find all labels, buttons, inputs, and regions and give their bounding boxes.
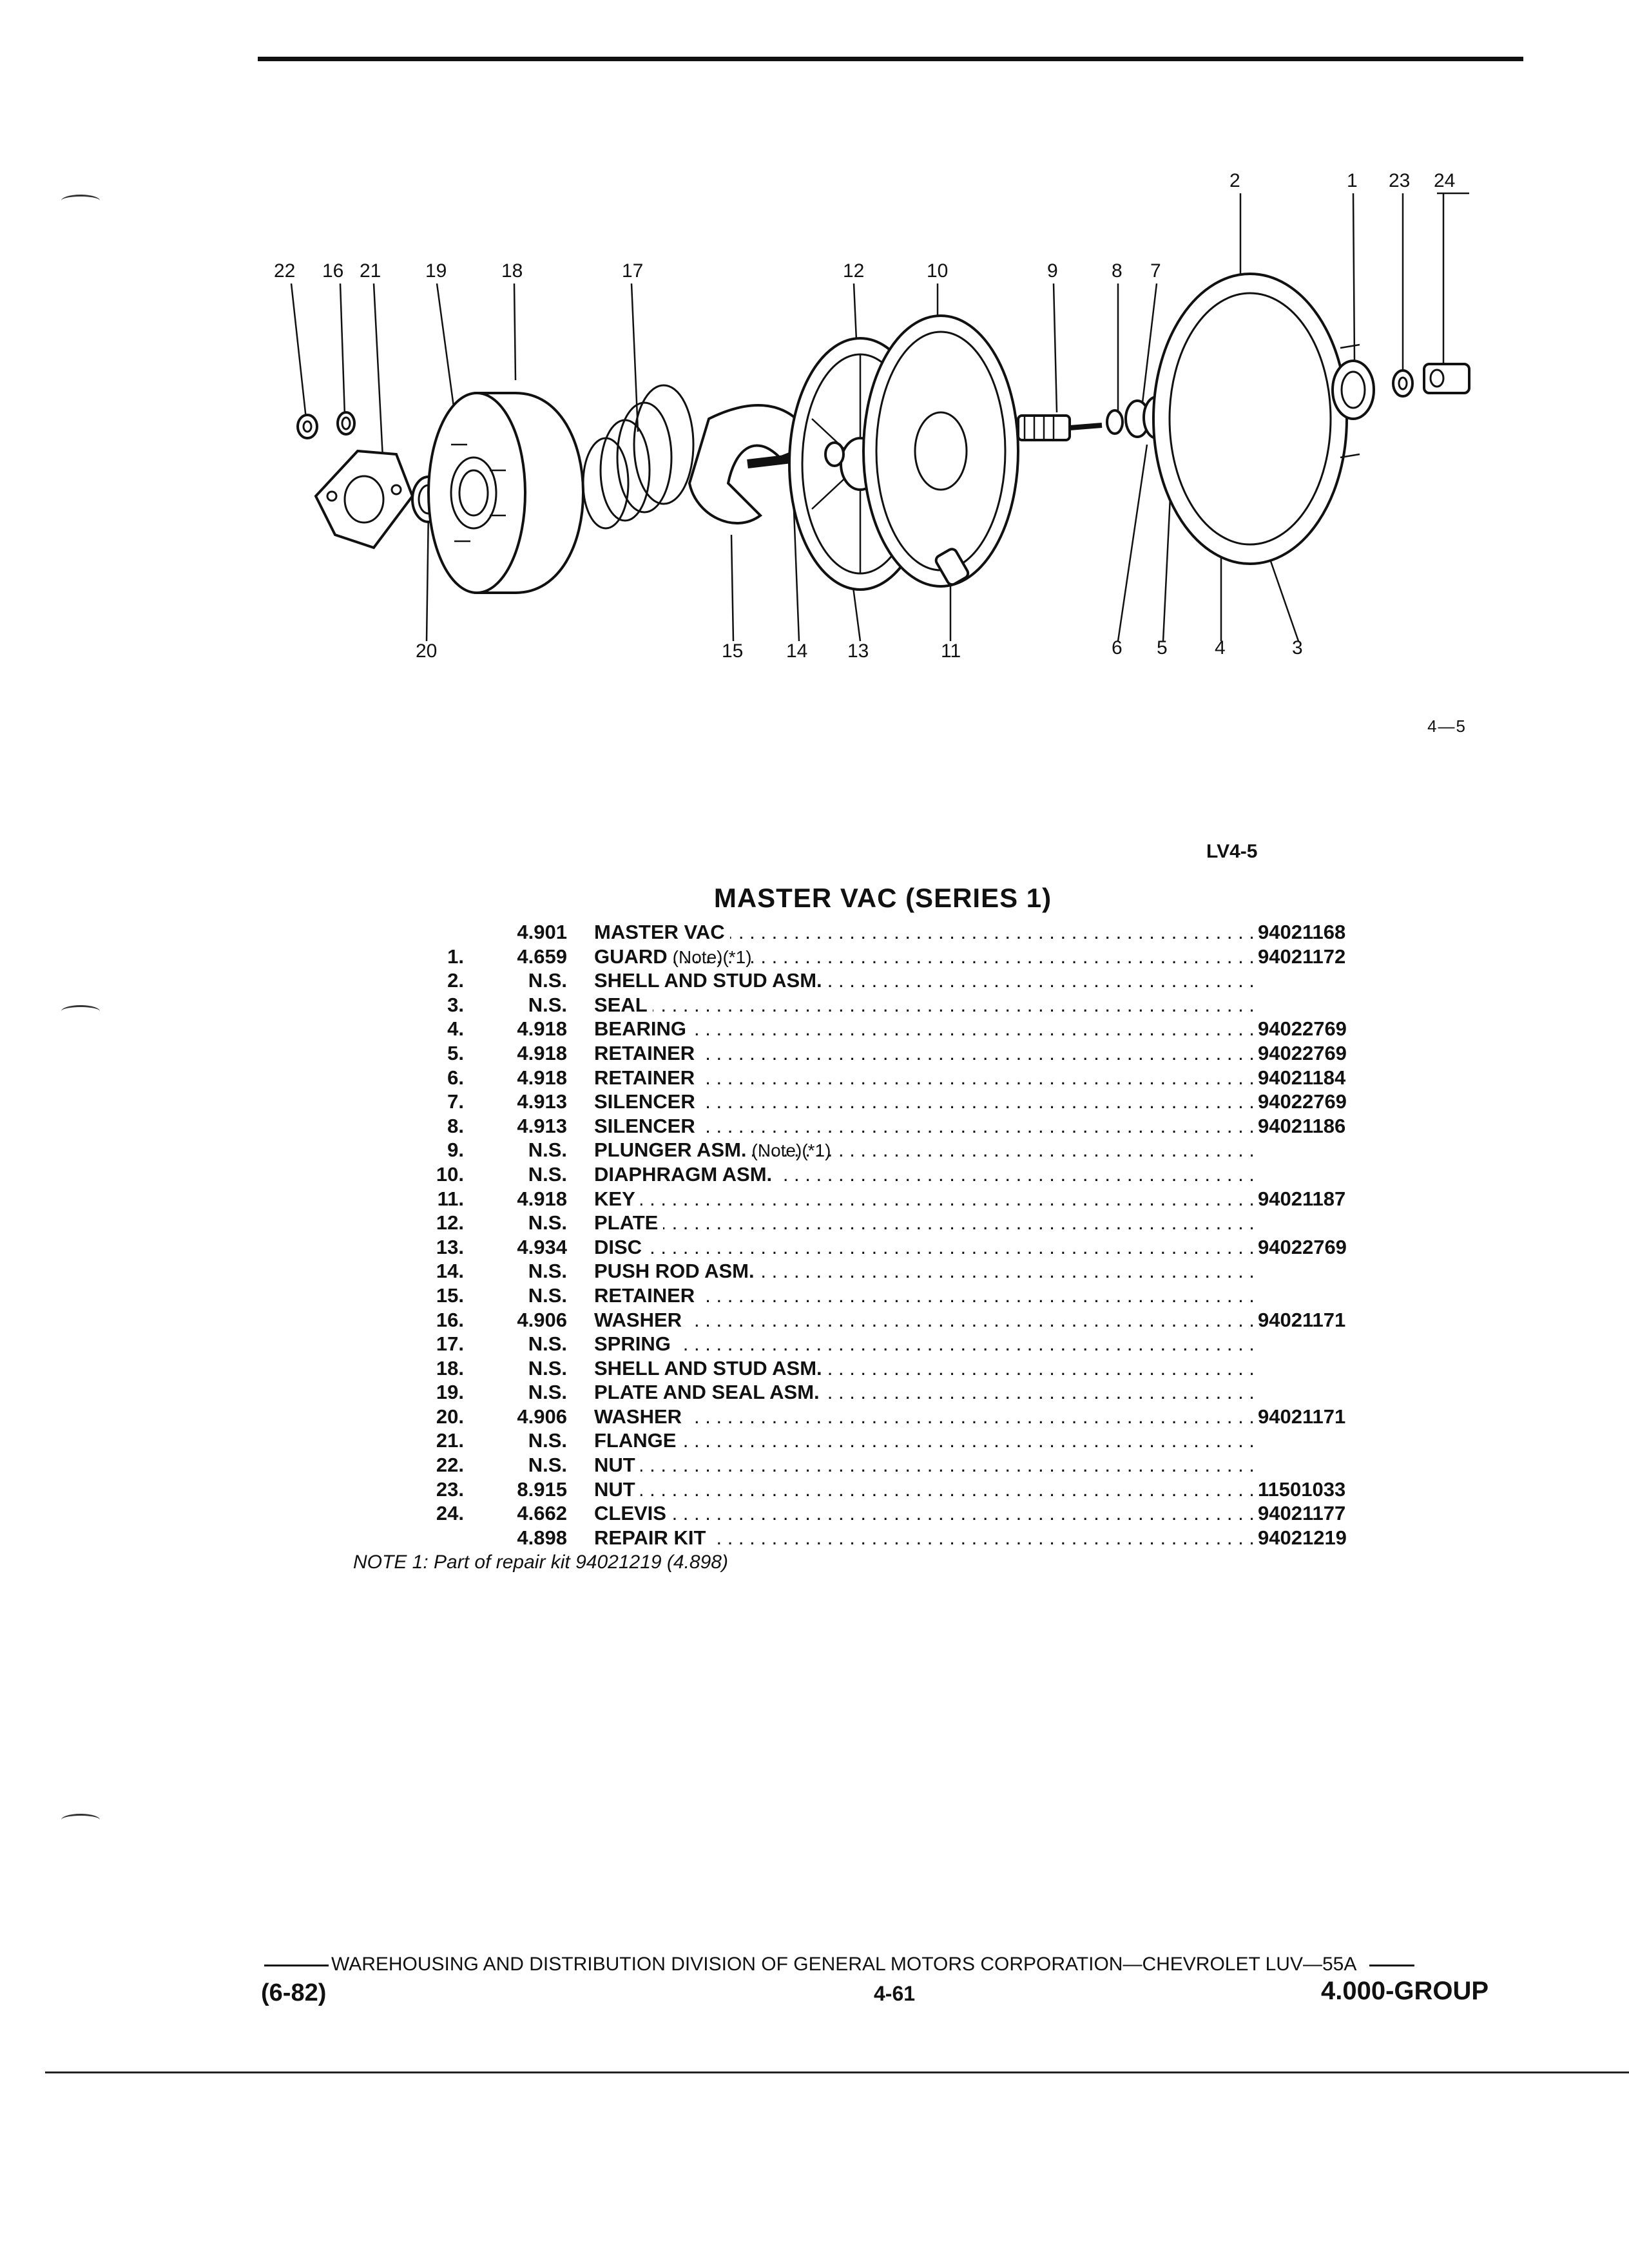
part-number: 94021186 [1258,1114,1346,1137]
footer-publisher-line [264,1954,1414,1975]
part-number: 94021168 [1258,921,1346,943]
footer-publisher-text: WAREHOUSING AND DISTRIBUTION DIVISION OF GENERAL MOTORS CORPORATION—CHEVROLET LUV—55A [331,1954,1357,1975]
group-number: 8.915 [517,1477,567,1501]
group-number: N.S. [528,1260,567,1283]
part-description [594,1138,1253,1163]
callout-label: 3 [1292,637,1303,658]
part-name: DIAPHRAGM ASM. [594,1163,777,1186]
part-number: 94021184 [1258,1066,1346,1089]
item-number: 9. [447,1139,464,1162]
group-number: N.S. [528,1139,567,1162]
group-number: N.S. [528,1356,567,1379]
part-description [594,1114,1253,1139]
part-name: PUSH ROD ASM. [594,1260,760,1282]
parts-row [387,1090,1431,1114]
callout-label: 8 [1112,260,1123,282]
part-name: PLATE [594,1211,663,1234]
part-name: NUT [594,1478,641,1501]
callout-label: 12 [843,260,865,282]
callout-label: 24 [1434,170,1456,191]
parts-row [387,1017,1431,1041]
top-rule [258,57,1523,61]
part-description [594,1259,1253,1284]
parts-row [387,1428,1431,1453]
part-number: 94022769 [1258,1235,1347,1258]
group-number: N.S. [528,1332,567,1356]
parts-row [387,1211,1431,1235]
item-number: 16. [436,1308,464,1331]
part-description [594,1526,1253,1551]
part-number: 94022769 [1258,1041,1347,1064]
callout-label: 5 [1157,637,1168,658]
item-number: 4. [447,1017,464,1041]
part-note: (Note)(*1) [672,947,752,967]
part-name: DISC [594,1236,647,1258]
item-number: 22. [436,1454,464,1477]
part-number: 94022769 [1258,1090,1347,1113]
parts-row [387,993,1431,1017]
part-8-silencer [1107,410,1123,434]
callout-label: 13 [847,640,869,662]
part-description [594,1066,1253,1091]
group-number: 4.918 [517,1017,567,1041]
item-number: 24. [436,1502,464,1525]
item-number: 15. [436,1283,464,1307]
item-number: 8. [447,1114,464,1137]
part-description [594,1187,1253,1212]
part-description [594,1453,1253,1478]
parts-row [387,968,1431,993]
part-description [594,1211,1253,1236]
group-number: 4.918 [517,1041,567,1064]
callout-label: 18 [501,260,523,282]
parts-row [387,920,1431,945]
part-description [594,1501,1253,1526]
part-18-rear-shell [429,393,583,593]
part-number: 94021219 [1258,1526,1347,1549]
parts-list [387,920,1431,1550]
parts-row [387,1114,1431,1139]
part-16-washer [338,412,354,434]
part-description [594,1041,1253,1066]
part-number: 94021172 [1258,945,1346,968]
part-description [594,1017,1253,1042]
part-description [594,1162,1253,1187]
illustration-code: LV4-5 [1206,841,1258,862]
parts-row [387,1356,1431,1381]
part-description [594,1283,1253,1309]
group-number: 4.918 [517,1066,567,1089]
part-9-plunger [1018,416,1102,440]
part-number: 94021177 [1258,1502,1346,1525]
item-number: 17. [436,1332,464,1356]
group-number: N.S. [528,1381,567,1404]
part-description [594,945,1253,970]
part-name: GUARD [594,945,673,968]
callout-label: 1 [1347,170,1358,191]
item-number: 13. [436,1235,464,1258]
part-name: KEY [594,1187,641,1210]
part-22-nut [298,415,317,438]
part-description [594,1405,1253,1430]
part-description [594,1477,1253,1503]
part-name: REPAIR KIT [594,1526,711,1549]
item-number: 20. [436,1405,464,1428]
group-number: N.S. [528,1454,567,1477]
part-name: PLUNGER ASM. [594,1139,752,1161]
parts-row [387,945,1431,969]
page-title: MASTER VAC (SERIES 1) [713,883,1052,913]
parts-row [387,1308,1431,1332]
part-description [594,1428,1253,1454]
part-number: 94021171 [1258,1405,1346,1428]
group-number: N.S. [528,1283,567,1307]
callout-label: 7 [1150,260,1161,282]
item-number: 1. [447,945,464,968]
item-number: 5. [447,1041,464,1064]
margin-punch-mark [61,1005,100,1017]
item-number: 18. [436,1356,464,1379]
footer-group: 4.000-GROUP [1321,1977,1489,2005]
group-number: N.S. [528,993,567,1016]
part-note: (Note)(*1) [751,1140,831,1161]
group-number: 4.906 [517,1308,567,1331]
group-number: 4.934 [517,1235,567,1258]
part-name: RETAINER [594,1066,700,1089]
parts-row [387,1380,1431,1405]
callout-label: 22 [274,260,296,282]
footer-dash [1369,1965,1414,1966]
margin-punch-mark [61,195,100,207]
part-17-spring [583,385,693,528]
part-name: SPRING [594,1332,676,1355]
group-number: 4.659 [517,945,567,968]
part-description [594,1235,1253,1260]
figure-reference: 4—5 [1427,716,1467,736]
part-description [594,1356,1253,1381]
part-name: BEARING [594,1017,691,1040]
callout-label: 23 [1389,170,1411,191]
parts-row [387,1501,1431,1526]
part-description [594,1308,1253,1333]
parts-row [387,1066,1431,1090]
group-number: N.S. [528,969,567,992]
callout-label: 15 [722,640,744,662]
parts-row [387,1453,1431,1477]
bottom-rule [45,2071,1629,2073]
parts-row [387,1235,1431,1260]
part-name: RETAINER [594,1042,700,1064]
part-name: SHELL AND STUD ASM. [594,969,827,992]
part-13-disc [825,443,843,466]
callout-label: 19 [425,260,447,282]
part-24-clevis [1424,364,1469,393]
group-number: 4.913 [517,1090,567,1113]
part-name: SILENCER [594,1090,700,1113]
part-name: MASTER VAC [594,921,730,943]
parts-row [387,1332,1431,1356]
parts-row [387,1526,1431,1550]
part-description [594,920,1253,945]
part-name: NUT [594,1454,641,1476]
parts-row [387,1187,1431,1211]
part-description [594,1090,1253,1115]
item-number: 11. [437,1187,464,1210]
parts-row [387,1259,1431,1283]
part-name: SEAL [594,994,653,1016]
part-name: SHELL AND STUD ASM. [594,1357,827,1379]
group-number: 4.913 [517,1114,567,1137]
parts-row [387,1138,1431,1162]
item-number: 14. [436,1260,464,1283]
part-10-diaphragm [863,316,1018,586]
parts-row [387,1405,1431,1429]
callout-label: 16 [322,260,344,282]
part-1-guard [1333,361,1374,419]
callout-label: 4 [1215,637,1226,658]
exploded-view-diagram [245,148,1534,728]
part-description [594,1332,1253,1357]
part-name: WASHER [594,1405,687,1428]
part-2-front-shell [1153,274,1360,564]
part-description [594,1380,1253,1405]
footer-dash [264,1965,329,1966]
part-number: 94022769 [1258,1017,1347,1041]
group-number: N.S. [528,1162,567,1186]
group-number: 4.906 [517,1405,567,1428]
parts-row [387,1283,1431,1308]
item-number: 19. [436,1381,464,1404]
item-number: 2. [447,969,464,992]
part-number: 11501033 [1258,1477,1346,1501]
part-description [594,968,1253,994]
item-number: 7. [447,1090,464,1113]
part-description [594,993,1253,1018]
callout-label: 9 [1047,260,1058,282]
footnote: NOTE 1: Part of repair kit 94021219 (4.898) [353,1552,728,1573]
callout-label: 20 [416,640,438,662]
callout-label: 11 [941,640,961,662]
part-name: FLANGE [594,1429,681,1452]
group-number: 4.901 [517,921,567,943]
part-number: 94021171 [1258,1308,1346,1331]
callout-label: 21 [360,260,381,282]
item-number: 12. [436,1211,464,1235]
part-name: CLEVIS [594,1502,671,1524]
group-number: 4.662 [517,1502,567,1525]
page-number: 4-61 [874,1982,916,2005]
item-number: 3. [447,993,464,1016]
group-number: N.S. [528,1211,567,1235]
footer-date: (6-82) [261,1979,327,2006]
parts-row [387,1477,1431,1502]
part-name: RETAINER [594,1284,700,1307]
group-number: 4.898 [517,1526,567,1549]
callout-label: 17 [622,260,644,282]
part-name: WASHER [594,1309,687,1331]
group-number: 4.918 [517,1187,567,1210]
part-number: 94021187 [1258,1187,1346,1210]
item-number: 23. [436,1477,464,1501]
margin-punch-mark [61,1814,100,1826]
part-23-nut [1393,370,1412,396]
part-name: SILENCER [594,1115,700,1137]
part-21-flange [316,451,412,548]
item-number: 6. [447,1066,464,1089]
callout-label: 6 [1112,637,1123,658]
parts-row [387,1041,1431,1066]
callout-label: 2 [1229,170,1240,191]
item-number: 21. [436,1429,464,1452]
group-number: N.S. [528,1429,567,1452]
item-number: 10. [436,1162,464,1186]
parts-row [387,1162,1431,1187]
part-name: PLATE AND SEAL ASM. [594,1381,825,1403]
callout-label: 14 [786,640,808,662]
callout-label: 10 [927,260,949,282]
